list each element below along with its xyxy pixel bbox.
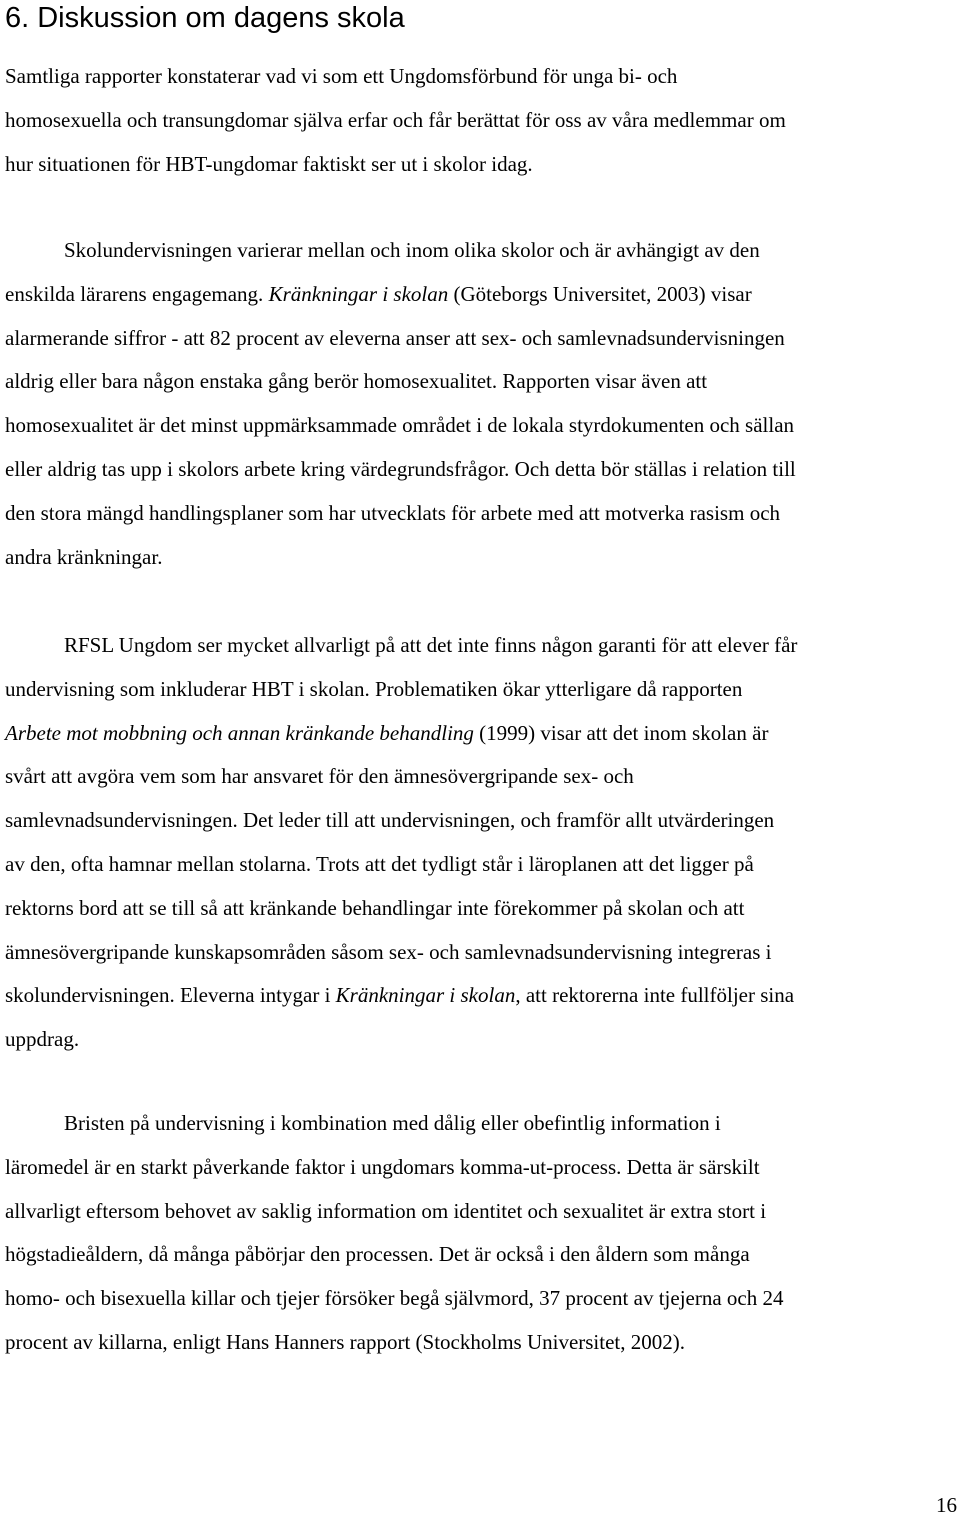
- report-title-italic: Kränkningar i skolan: [268, 281, 449, 306]
- text-run: den stora mängd handlingsplaner som har utvecklats för arbete med att motverka rasism och: [5, 500, 781, 525]
- text-run: eller aldrig tas upp i skolors arbete kring värdegrundsfrågor. Och detta bör ställas i relation till: [5, 456, 796, 481]
- text-line: [5, 1018, 950, 1062]
- section-heading: 6. Diskussion om dagens skola: [5, 2, 405, 34]
- text-line: [5, 843, 950, 887]
- report-title-italic: Kränkningar i skolan: [335, 983, 516, 1008]
- text-run: procent av killarna, enligt Hans Hanners rapport (Stockholms Universitet, 2002).: [5, 1329, 685, 1354]
- report-title-italic: Arbete mot mobbning och annan kränkande behandling: [5, 720, 474, 745]
- text-line: [5, 360, 950, 404]
- text-run: av den, ofta hamnar mellan stolarna. Trots att det tydligt står i läroplanen att det ligger på: [5, 851, 754, 876]
- text-line: [5, 448, 950, 492]
- text-line: [5, 1190, 950, 1234]
- text-run: rektorns bord att se till så att kränkande behandlingar inte förekommer på skolan och att: [5, 895, 745, 920]
- text-line: [5, 317, 950, 361]
- text-run: läromedel är en starkt påverkande faktor i ungdomars komma-ut-process. Detta är särskilt: [5, 1154, 760, 1179]
- text-line: [5, 624, 950, 668]
- text-run: (1999) visar att det inom skolan är: [473, 720, 769, 745]
- text-line: [5, 229, 950, 273]
- text-line: hur situationen för HBT-ungdomar faktiskt ser ut i skolor idag.: [5, 151, 533, 176]
- text-run: homosexualitet är det minst uppmärksammade området i de lokala styrdokumenten och sällan: [5, 413, 795, 438]
- text-run: högstadieåldern, då många påbörjar den processen. Det är också i den åldern som många: [5, 1242, 750, 1267]
- text-line: [5, 492, 950, 536]
- text-line: [5, 1321, 950, 1365]
- text-line: [5, 887, 950, 931]
- paragraph-rfsl-concern: [5, 624, 950, 1062]
- text-line: [5, 1146, 950, 1190]
- text-run: samlevnadsundervisningen. Det leder till att undervisningen, och framför allt utvärderingen: [5, 808, 775, 833]
- text-run: enskilda lärarens engagemang.: [5, 281, 269, 306]
- text-line: Samtliga rapporter konstaterar vad vi som ett Ungdomsförbund för unga bi- och: [5, 64, 678, 88]
- text-line: [5, 712, 950, 756]
- paragraph-intro: [5, 55, 950, 186]
- text-run: andra kränkningar.: [5, 544, 163, 569]
- text-line: [5, 1102, 950, 1146]
- text-run: aldrig eller bara någon enstaka gång berör homosexualitet. Rapporten visar även att: [5, 369, 708, 394]
- text-run: undervisning som inkluderar HBT i skolan. Problematiken ökar ytterligare då rapporten: [5, 676, 743, 701]
- text-line: [5, 273, 950, 317]
- text-run: RFSL Ungdom ser mycket allvarligt på att det inte finns någon garanti för att elever får: [64, 633, 798, 657]
- paragraph-lack-of-teaching: [5, 1102, 950, 1365]
- text-run: Bristen på undervisning i kombination med dålig eller obefintlig information i: [64, 1111, 721, 1135]
- text-line: [5, 1233, 950, 1277]
- text-run: skolundervisningen. Eleverna intygar i: [5, 983, 336, 1008]
- paragraph-teaching-variation: [5, 229, 950, 579]
- text-run: uppdrag.: [5, 1027, 80, 1052]
- text-line: [5, 799, 950, 843]
- page-number: 16: [936, 1493, 957, 1517]
- text-run: homo- och bisexuella killar och tjejer försöker begå självmord, 37 procent av tjejerna och 24: [5, 1286, 784, 1311]
- text-run: svårt att avgöra vem som har ansvaret för den ämnesövergripande sex- och: [5, 764, 634, 789]
- text-line: [5, 755, 950, 799]
- text-line: [5, 974, 950, 1018]
- text-run: alarmerande siffror - att 82 procent av eleverna anser att sex- och samlevnadsundervisningen: [5, 325, 785, 350]
- text-run: Skolundervisningen varierar mellan och inom olika skolor och är avhängigt av den: [64, 238, 760, 262]
- text-run: , att rektorerna inte fullföljer sina: [515, 983, 795, 1008]
- text-line: [5, 931, 950, 975]
- text-run: ämnesövergripande kunskapsområden såsom sex- och samlevnadsundervisning integreras i: [5, 939, 772, 964]
- text-run: allvarligt eftersom behovet av saklig information om identitet och sexualitet är extra stort i: [5, 1198, 767, 1223]
- text-line: homosexuella och transungdomar själva erfar och får berättat för oss av våra medlemmar om: [5, 107, 786, 132]
- text-line: [5, 668, 950, 712]
- text-run: (Göteborgs Universitet, 2003) visar: [448, 281, 752, 306]
- text-line: [5, 536, 950, 580]
- text-line: [5, 404, 950, 448]
- text-line: [5, 1277, 950, 1321]
